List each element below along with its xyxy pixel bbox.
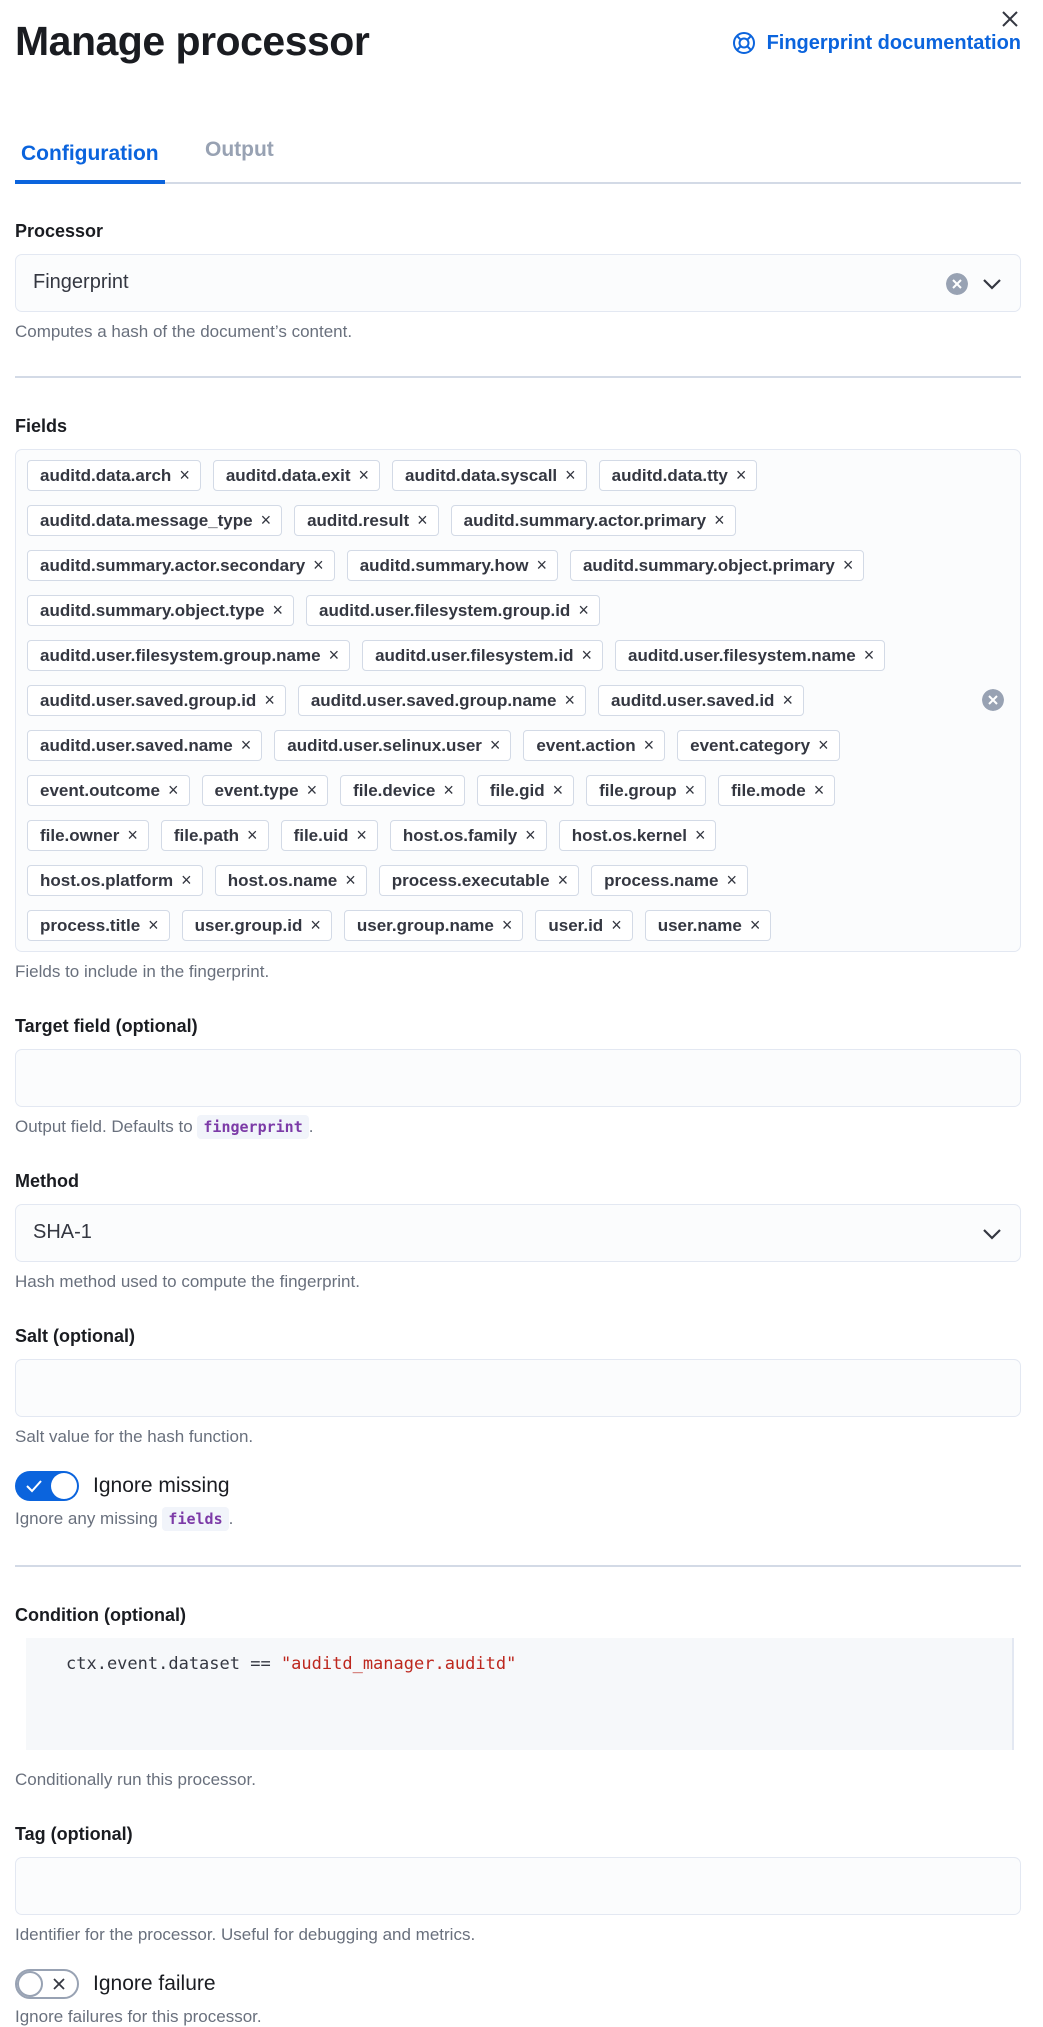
- field-chip[interactable]: [362, 640, 603, 671]
- clear-all-icon[interactable]: [982, 689, 1004, 711]
- field-chip-label: process.title: [40, 915, 141, 935]
- divider: [15, 376, 1021, 378]
- chip-row: [27, 595, 950, 626]
- chip-row: [27, 505, 950, 536]
- tag-section: [15, 1824, 1021, 1945]
- remove-chip-icon[interactable]: ×: [356, 825, 367, 845]
- field-chip-label: auditd.data.syscall: [405, 465, 558, 485]
- remove-chip-icon[interactable]: ×: [306, 780, 318, 800]
- field-chip[interactable]: [202, 775, 329, 806]
- field-chip-label: file.path: [173, 825, 240, 845]
- ignore-failure-section: [15, 1969, 1021, 2027]
- remove-chip-icon[interactable]: ×: [264, 690, 275, 710]
- field-chip[interactable]: [535, 910, 632, 941]
- field-chip-label: host.os.platform: [40, 870, 174, 890]
- processor-section: [15, 221, 1021, 342]
- condition-label: Condition (optional): [15, 1605, 186, 1625]
- field-chip[interactable]: [27, 685, 286, 716]
- field-chip[interactable]: [340, 775, 465, 806]
- field-chip-label: auditd.user.saved.id: [610, 690, 775, 710]
- condition-code-editor[interactable]: [26, 1638, 1014, 1750]
- remove-chip-icon[interactable]: ×: [167, 780, 179, 800]
- field-chip[interactable]: [298, 685, 586, 716]
- remove-chip-icon[interactable]: ×: [501, 915, 513, 935]
- cross-icon: [52, 1977, 66, 1991]
- remove-chip-icon[interactable]: ×: [578, 600, 589, 620]
- ignore-missing-toggle[interactable]: [15, 1471, 79, 1501]
- field-chip-label: auditd.data.message_type: [40, 510, 253, 530]
- tab-bar: [15, 110, 1021, 184]
- field-chip-label: host.os.name: [227, 870, 338, 890]
- method-value: SHA-1: [33, 1221, 92, 1243]
- method-help: Hash method used to compute the fingerprint.: [15, 1272, 360, 1291]
- remove-chip-icon[interactable]: ×: [552, 780, 564, 800]
- chip-row: [27, 820, 950, 851]
- field-chip[interactable]: [615, 640, 885, 671]
- field-chip-label: auditd.user.filesystem.name: [628, 645, 856, 665]
- remove-chip-icon[interactable]: ×: [148, 915, 159, 935]
- documentation-link[interactable]: [731, 30, 1021, 56]
- ignore-failure-help: Ignore failures for this processor.: [15, 2007, 262, 2026]
- field-chip[interactable]: [213, 460, 380, 491]
- field-chip-label: auditd.summary.object.type: [40, 600, 265, 620]
- field-chip-label: user.group.id: [194, 915, 303, 935]
- field-chip-label: auditd.summary.actor.secondary: [40, 555, 306, 575]
- remove-chip-icon[interactable]: ×: [240, 735, 252, 755]
- field-chip[interactable]: [645, 910, 772, 941]
- fields-code: fields: [162, 1507, 228, 1531]
- remove-chip-icon[interactable]: ×: [181, 870, 192, 890]
- remove-chip-icon[interactable]: ×: [694, 825, 706, 845]
- field-chip[interactable]: [306, 595, 600, 626]
- field-chip[interactable]: [718, 775, 835, 806]
- salt-section: [15, 1326, 1021, 1447]
- condition-help: Conditionally run this processor.: [15, 1770, 256, 1789]
- field-chip-label: event.outcome: [40, 780, 160, 800]
- chip-row: [27, 865, 950, 896]
- remove-chip-icon[interactable]: ×: [127, 825, 138, 845]
- field-chip[interactable]: [27, 865, 203, 896]
- processor-value: Fingerprint: [33, 271, 129, 293]
- fields-section: [15, 416, 1021, 982]
- tag-label: Tag (optional): [15, 1824, 133, 1844]
- field-chip[interactable]: [598, 685, 804, 716]
- salt-input[interactable]: [15, 1359, 1021, 1417]
- remove-chip-icon[interactable]: ×: [536, 555, 547, 575]
- remove-chip-icon[interactable]: ×: [247, 825, 258, 845]
- field-chip[interactable]: [451, 505, 736, 536]
- remove-chip-icon[interactable]: ×: [643, 735, 655, 755]
- field-chip[interactable]: [677, 730, 840, 761]
- field-chip[interactable]: [477, 775, 574, 806]
- processor-select[interactable]: [15, 254, 1021, 312]
- remove-chip-icon[interactable]: ×: [782, 690, 793, 710]
- field-chip-label: event.category: [690, 735, 811, 755]
- remove-chip-icon[interactable]: ×: [749, 915, 761, 935]
- field-chip[interactable]: [27, 910, 170, 941]
- field-chip-label: auditd.data.tty: [611, 465, 728, 485]
- ignore-failure-label: Ignore failure: [93, 1972, 216, 1995]
- field-chip[interactable]: [591, 865, 748, 896]
- field-chip-label: file.uid: [293, 825, 349, 845]
- page-title: Manage processor: [15, 18, 370, 64]
- field-chip[interactable]: [27, 820, 149, 851]
- remove-chip-icon[interactable]: ×: [310, 915, 321, 935]
- field-chip-label: auditd.summary.object.primary: [582, 555, 835, 575]
- chip-row: [27, 460, 950, 491]
- help-text: Output field. Defaults to: [15, 1117, 193, 1136]
- ignore-missing-label: Ignore missing: [93, 1474, 230, 1497]
- field-chip[interactable]: [599, 460, 758, 491]
- field-chip[interactable]: [27, 550, 335, 581]
- remove-chip-icon[interactable]: ×: [417, 510, 428, 530]
- remove-chip-icon[interactable]: ×: [272, 600, 284, 620]
- chip-row: [27, 910, 950, 941]
- field-chip-label: event.action: [536, 735, 636, 755]
- method-section: [15, 1171, 1021, 1292]
- default-field-code: fingerprint: [197, 1115, 308, 1139]
- field-chip-label: file.device: [353, 780, 436, 800]
- field-chip-label: auditd.user.filesystem.group.id: [319, 600, 571, 620]
- field-chip-label: auditd.data.exit: [225, 465, 351, 485]
- field-chip-label: process.executable: [391, 870, 550, 890]
- ignore-missing-help: [15, 1509, 1021, 1529]
- field-chip[interactable]: [379, 865, 579, 896]
- field-chip-label: user.name: [657, 915, 742, 935]
- field-chip-label: auditd.user.saved.group.id: [40, 690, 257, 710]
- chevron-down-icon[interactable]: [982, 1227, 1002, 1241]
- field-chip-label: host.os.family: [402, 825, 518, 845]
- remove-chip-icon[interactable]: ×: [726, 870, 737, 890]
- code-line: [66, 1654, 516, 1674]
- target-field-section: [15, 1016, 1021, 1137]
- help-suffix: .: [308, 1117, 314, 1136]
- salt-help: Salt value for the hash function.: [15, 1427, 254, 1446]
- help-text: Ignore any missing: [15, 1509, 158, 1528]
- target-field-help: [15, 1117, 1021, 1137]
- method-select[interactable]: [15, 1204, 1021, 1262]
- tab-configuration[interactable]: Configuration: [15, 142, 165, 184]
- remove-chip-icon[interactable]: ×: [611, 915, 622, 935]
- remove-chip-icon[interactable]: ×: [260, 510, 272, 530]
- lifebuoy-icon: [731, 30, 757, 56]
- tag-input[interactable]: [15, 1857, 1021, 1915]
- condition-section: [15, 1605, 1021, 1790]
- field-chip-label: file.mode: [731, 780, 806, 800]
- tab-output[interactable]: Output: [205, 138, 274, 161]
- field-chip[interactable]: [182, 910, 332, 941]
- field-chip-label: auditd.summary.how: [359, 555, 529, 575]
- remove-chip-icon[interactable]: ×: [313, 555, 324, 575]
- chip-row: [27, 550, 950, 581]
- remove-chip-icon[interactable]: ×: [443, 780, 454, 800]
- remove-chip-icon[interactable]: ×: [179, 465, 190, 485]
- field-chip[interactable]: [281, 820, 378, 851]
- remove-chip-icon[interactable]: ×: [813, 780, 825, 800]
- remove-chip-icon[interactable]: ×: [581, 645, 593, 665]
- field-chip[interactable]: [274, 730, 511, 761]
- field-chip[interactable]: [27, 640, 350, 671]
- remove-chip-icon[interactable]: ×: [557, 870, 569, 890]
- chevron-down-icon[interactable]: [982, 277, 1002, 291]
- processor-help: Computes a hash of the document’s content.: [15, 322, 353, 341]
- remove-chip-icon[interactable]: ×: [328, 645, 340, 665]
- help-suffix: .: [228, 1509, 234, 1528]
- tag-help: Identifier for the processor. Useful for debugging and metrics.: [15, 1925, 476, 1944]
- field-chip-label: auditd.user.saved.group.name: [310, 690, 557, 710]
- field-chip-label: auditd.user.filesystem.id: [375, 645, 574, 665]
- field-chip-label: user.id: [548, 915, 604, 935]
- remove-chip-icon[interactable]: ×: [863, 645, 875, 665]
- remove-chip-icon[interactable]: ×: [525, 825, 536, 845]
- field-chip[interactable]: [215, 865, 367, 896]
- field-chip-label: file.owner: [40, 825, 120, 845]
- field-chip-label: auditd.user.selinux.user: [287, 735, 482, 755]
- page-header: [15, 0, 1021, 90]
- field-chip[interactable]: [392, 460, 587, 491]
- chip-row: [27, 685, 950, 716]
- target-field-input[interactable]: [15, 1049, 1021, 1107]
- remove-chip-icon[interactable]: ×: [735, 465, 747, 485]
- remove-chip-icon[interactable]: ×: [565, 465, 576, 485]
- ignore-failure-toggle[interactable]: [15, 1969, 79, 1999]
- field-chip-label: auditd.summary.actor.primary: [463, 510, 707, 530]
- check-icon: [25, 1479, 43, 1493]
- target-field-label: Target field (optional): [15, 1016, 198, 1036]
- field-chip[interactable]: [27, 505, 282, 536]
- chip-row: [27, 640, 950, 671]
- chip-row: [27, 775, 950, 806]
- remove-chip-icon[interactable]: ×: [345, 870, 356, 890]
- field-chip[interactable]: [570, 550, 864, 581]
- processor-label: Processor: [15, 221, 104, 241]
- ignore-missing-section: [15, 1471, 1021, 1529]
- remove-chip-icon[interactable]: ×: [489, 735, 501, 755]
- field-chip[interactable]: [27, 730, 262, 761]
- clear-icon[interactable]: [946, 273, 968, 295]
- field-chip[interactable]: [390, 820, 547, 851]
- remove-chip-icon[interactable]: ×: [818, 735, 829, 755]
- remove-chip-icon[interactable]: ×: [714, 510, 725, 530]
- fields-combobox[interactable]: [15, 449, 1021, 952]
- toggle-knob: [51, 1473, 77, 1499]
- fields-help: Fields to include in the fingerprint.: [15, 962, 270, 981]
- field-chip-label: process.name: [604, 870, 719, 890]
- field-chip[interactable]: [347, 550, 558, 581]
- field-chip-label: host.os.kernel: [571, 825, 687, 845]
- field-chip-label: auditd.user.saved.name: [40, 735, 233, 755]
- divider: [15, 1565, 1021, 1567]
- remove-chip-icon[interactable]: ×: [842, 555, 854, 575]
- field-chip[interactable]: [161, 820, 269, 851]
- field-chip[interactable]: [344, 910, 524, 941]
- field-chip-label: file.group: [599, 780, 677, 800]
- field-chip-label: auditd.result: [307, 510, 410, 530]
- fields-label: Fields: [15, 416, 68, 436]
- chip-row: [27, 730, 950, 761]
- toggle-knob: [17, 1971, 43, 1997]
- field-chip[interactable]: [27, 460, 201, 491]
- remove-chip-icon[interactable]: ×: [358, 465, 370, 485]
- field-chip-label: event.type: [214, 780, 299, 800]
- field-chip[interactable]: [27, 775, 190, 806]
- field-chip-label: auditd.user.filesystem.group.name: [40, 645, 321, 665]
- field-chip[interactable]: [294, 505, 439, 536]
- remove-chip-icon[interactable]: ×: [564, 690, 575, 710]
- field-chip-label: auditd.data.arch: [40, 465, 172, 485]
- field-chip-label: file.gid: [489, 780, 545, 800]
- salt-label: Salt (optional): [15, 1326, 135, 1346]
- code-string: "auditd_manager.auditd": [280, 1654, 517, 1674]
- field-chip[interactable]: [27, 595, 294, 626]
- field-chip[interactable]: [523, 730, 665, 761]
- method-label: Method: [15, 1171, 79, 1191]
- field-chip[interactable]: [559, 820, 717, 851]
- field-chip[interactable]: [586, 775, 706, 806]
- remove-chip-icon[interactable]: ×: [684, 780, 696, 800]
- code-text: ctx.event.dataset ==: [66, 1654, 281, 1674]
- documentation-link-label: Fingerprint documentation: [766, 31, 1021, 54]
- field-chip-label: user.group.name: [356, 915, 494, 935]
